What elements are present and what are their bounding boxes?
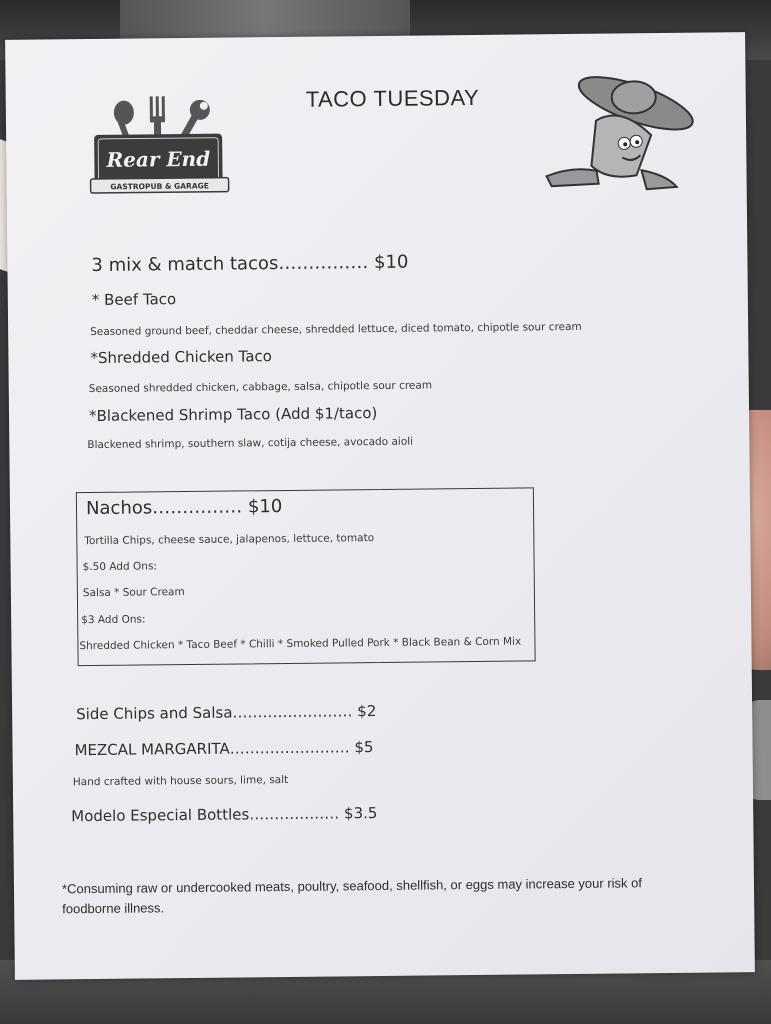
menu-title: TACO TUESDAY [305, 84, 480, 112]
taco-mascot-icon [526, 75, 707, 197]
side-chips-item: Side Chips and Salsa…………………… $2 [76, 702, 377, 724]
nachos-heading: Nachos…………… $10 [85, 496, 283, 520]
shrimp-taco-name: *Blackened Shrimp Taco (Add $1/taco) [88, 404, 378, 426]
chicken-taco-name: *Shredded Chicken Taco [90, 347, 273, 368]
beef-taco-name: * Beef Taco [91, 290, 177, 310]
tacos-heading: 3 mix & match tacos…………… $10 [91, 251, 409, 277]
logo-tagline: GASTROPUB & GARAGE [110, 181, 209, 192]
beef-taco-description: Seasoned ground beef, cheddar cheese, shredded lettuce, diced tomato, chipotle sour cream [90, 320, 582, 339]
nachos-addons-050: Salsa * Sour Cream [82, 586, 185, 600]
nachos-addons-3-label: $3 Add Ons: [81, 613, 146, 627]
nachos-description: Tortilla Chips, cheese sauce, jalapenos, lettuce, tomato [84, 532, 375, 548]
modelo-item: Modelo Especial Bottles……………… $3.5 [71, 804, 378, 826]
menu-sheet [5, 32, 755, 980]
disclaimer: *Consuming raw or undercooked meats, poultry, seafood, shellfish, or eggs may increase your risk of foodborne illness. [61, 875, 643, 917]
logo [88, 89, 239, 201]
margarita-name: MEZCAL MARGARITA…………………… $5 [74, 738, 374, 760]
shrimp-taco-description: Blackened shrimp, southern slaw, cotija cheese, avocado aioli [87, 435, 414, 452]
logo-name: Rear End [106, 146, 211, 172]
chicken-taco-description: Seasoned shredded chicken, cabbage, salsa, chipotle sour cream [88, 379, 433, 396]
nachos-addons-3: Shredded Chicken * Taco Beef * Chilli * Smoked Pulled Pork * Black Bean & Corn Mix [79, 635, 522, 653]
nachos-addons-050-label: $.50 Add Ons: [82, 560, 157, 574]
margarita-description: Hand crafted with house sours, lime, salt [72, 773, 289, 789]
background-window [120, 0, 410, 40]
